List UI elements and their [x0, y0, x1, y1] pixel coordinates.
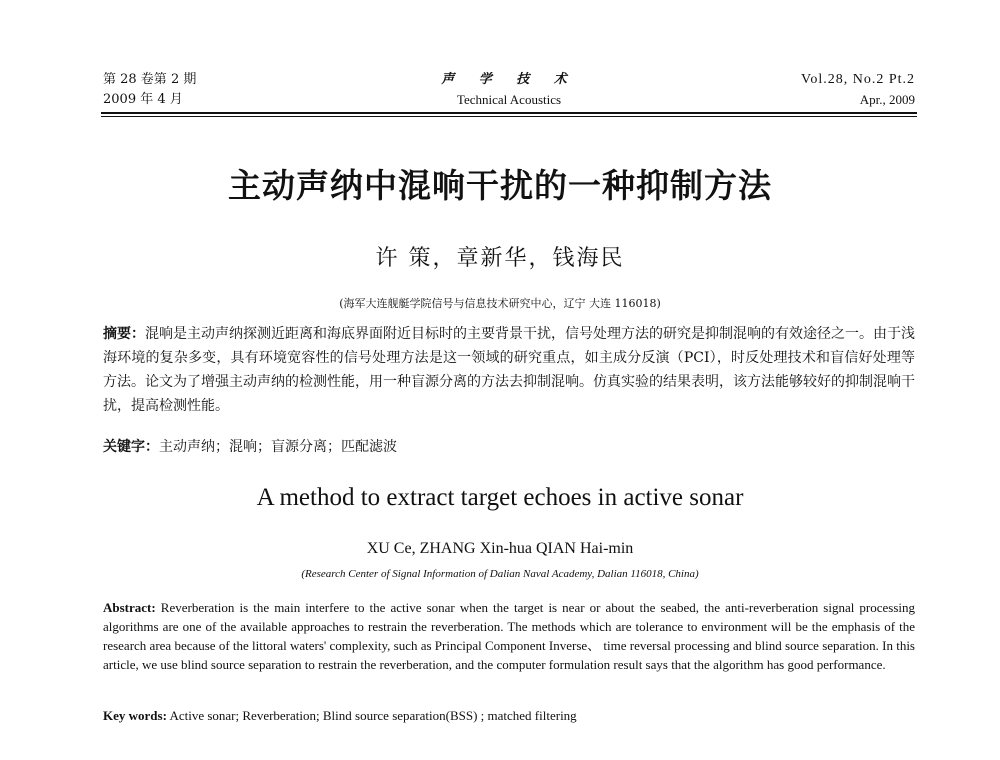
paper-title-en: A method to extract target echoes in active sonar: [256, 484, 744, 511]
keywords-label-en: Key words:: [103, 708, 167, 723]
abstract-label-en: Abstract:: [103, 600, 156, 615]
affiliation-cn: (海军大连舰艇学院信号与信息技术研究中心，辽宁 大连 116018): [339, 297, 661, 310]
keywords-text-cn: 主动声纳；混响；盲源分离；匹配滤波: [159, 439, 397, 455]
header-rule-thick: [101, 112, 917, 114]
header-volume-cn: 第 28 卷第 2 期: [103, 72, 197, 87]
affiliation-en: (Research Center of Signal Information of Dalian Naval Academy, Dalian 116018, China): [301, 568, 699, 580]
header-journal: [103, 70, 915, 110]
abstract-text-cn: 混响是主动声纳探测近距离和海底界面附近目标时的主要背景干扰，信号处理方法的研究是抑制混响的有效途径之一。由于浅海环境的复杂多变，具有环境宽容性的信号处理方法是这一领域的研究重点，如主成分反演（PCI），时反处理技术和盲信好处理等方法。论文为了增强主动声纳的检测性能，用一种盲源分离的方法去抑制混响。仿真实验的结果表明，该方法能够较好的抑制混响干扰，提高检测性能。: [103, 326, 915, 414]
abstract-label-cn: 摘要：: [103, 326, 145, 342]
authors-cn: 许 策，章新华，钱海民: [375, 246, 625, 271]
header-rule-thin: [101, 116, 917, 117]
keywords-label-cn: 关键字：: [103, 439, 159, 455]
authors-en: XU Ce, ZHANG Xin-hua QIAN Hai-min: [366, 540, 634, 557]
header-journal-en: Technical Acoustics: [456, 92, 562, 107]
running-header: [103, 70, 915, 112]
header-issue-en: [801, 70, 915, 110]
abstract-en: [103, 598, 915, 674]
header-date-en: Apr., 2009: [859, 92, 915, 107]
header-journal-cn: 声 学 技 术: [441, 72, 577, 87]
abstract-cn: [103, 322, 915, 418]
keywords-text-en: Active sonar; Reverberation; Blind source separation(BSS) ; matched filtering: [166, 708, 577, 723]
header-date-cn: 2009 年 4 月: [103, 92, 183, 107]
keywords-en: [103, 706, 915, 725]
keywords-cn: [103, 436, 915, 458]
paper-title-cn: 主动声纳中混响干扰的一种抑制方法: [228, 166, 772, 205]
abstract-text-en: Reverberation is the main interfere to the active sonar when the target is near or about the seabed, the anti-reverberation signal processing algorithms are one of the available approaches to restrain the reverberation. The methods which are tolerance to environment will be the emphasis of the research area because of the littoral waters' complexity, such as Principal Component Inverse、 time reversal processing and blind source separation. In this article, we use blind source separation to restrain the reverberation, and the computer formulation result says that the algorithm has good performance.: [103, 600, 915, 672]
header-volume-en: Vol.28, No.2 Pt.2: [801, 72, 915, 87]
